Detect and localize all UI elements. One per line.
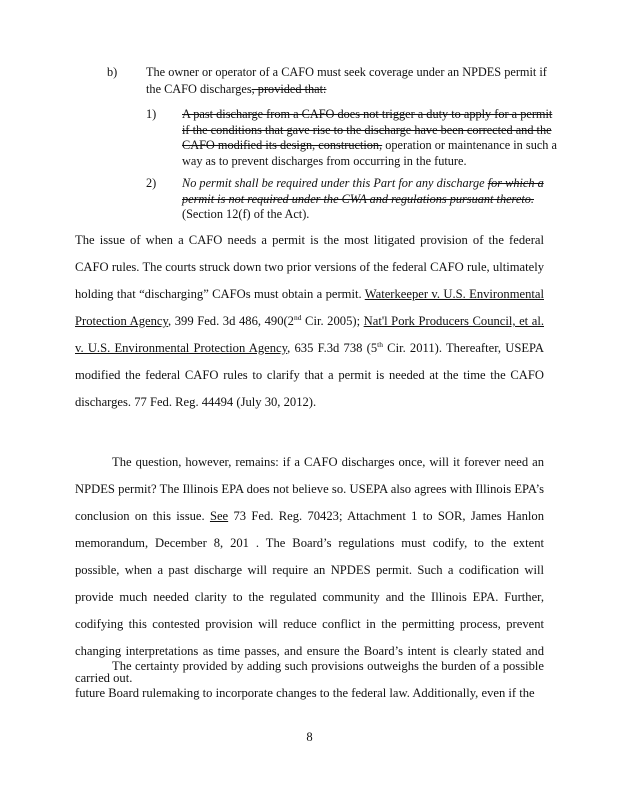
paragraph-1 (75, 227, 544, 416)
list-item-b-deleted-text: , provided that: (251, 81, 327, 96)
paragraph-3 (75, 653, 544, 707)
list-item-b-text (146, 64, 562, 97)
sub-item-2 (146, 176, 561, 223)
paragraph-1-text-a: The issue of when a CAFO needs a permit is the most litigated provision of the federal CAFO rules. The courts struck down two prior versions of the federal CAFO rule, ultimately holding that “discharging” CAFOs must obtain a permit. (75, 233, 544, 301)
paragraph-1-text-b: , 399 Fed. 3d 486, 490(2 (168, 314, 294, 328)
ordinal-superscript-nd: nd (293, 312, 302, 322)
list-item-b-label: b) (107, 65, 118, 79)
see-signal: See (209, 509, 229, 523)
paragraph-2-text-a: The question, however, remains: if a CAFO discharges once, will it forever need an NPDES permit? The Illinois EPA does not believe so. USEPA also agrees with Illinois EPA’s conclusion on this issue. (75, 455, 544, 523)
paragraph-2-text-b: 73 Fed. Reg. 70423; Attachment 1 to SOR, James Hanlon memorandum, December 8, 201 . The Board’s regulations must codify, to the extent possible, when a past discharge will require an NPDES permit. Such a codification will provide much needed clarity to the regulated community and the Illinois EPA. Further, codifying this contested provision will reduce conflict in the permitting process, prevent changing interpretations as time passes, and ensure the Board’s intent is clearly stated and carried out. (75, 509, 544, 685)
sub-item-1-text (182, 107, 561, 169)
ordinal-superscript-th: th (377, 339, 383, 349)
paragraph-1-text-d: , 635 F.3d 738 (5 (287, 341, 378, 355)
paragraph-1-text-c: Cir. 2005); (301, 314, 364, 328)
sub-item-2-text (182, 176, 561, 223)
sub-item-2-italic-text: No permit shall be required under this Part for any discharge (182, 176, 488, 190)
sub-item-2-deleted-text: for which a permit is not required under the CWA and regulations pursuant thereto. (182, 176, 544, 206)
sub-item-2-citation: (Section 12(f) of the Act). (182, 207, 310, 221)
case-citation-pork-producers: Nat'l Pork Producers Council, et al. v. U.S. Environmental Protection Agency (75, 314, 544, 355)
paragraph-3-text: The certainty provided by adding such provisions outweighs the burden of a possible future Board rulemaking to incorporate changes to the federal law. Additionally, even if the (75, 659, 544, 700)
page-number: 8 (306, 730, 313, 744)
sub-item-2-label: 2) (146, 176, 157, 190)
sub-item-1 (146, 107, 561, 169)
list-item-b-kept-text: The owner or operator of a CAFO must seek coverage under an NPDES permit if the CAFO discharges (146, 65, 547, 96)
sub-item-1-deleted-text: A past discharge from a CAFO does not trigger a duty to apply for a permit if the conditions that gave rise to the discharge have been corrected and the CAFO modified its design, construction, (182, 107, 553, 152)
case-citation-waterkeeper: Waterkeeper v. U.S. Environmental Protection Agency (75, 287, 544, 328)
paragraph-1-text-e: Cir. 2011). Thereafter, USEPA modified the federal CAFO rules to clarify that a permit is needed at the time the CAFO discharges. 77 Fed. Reg. 44494 (July 30, 2012). (75, 341, 544, 409)
sub-item-1-kept-text: operation or maintenance in such a way as to prevent discharges from occurring in the future. (182, 138, 557, 168)
sub-item-1-label: 1) (146, 107, 157, 121)
list-item-b (107, 64, 562, 97)
